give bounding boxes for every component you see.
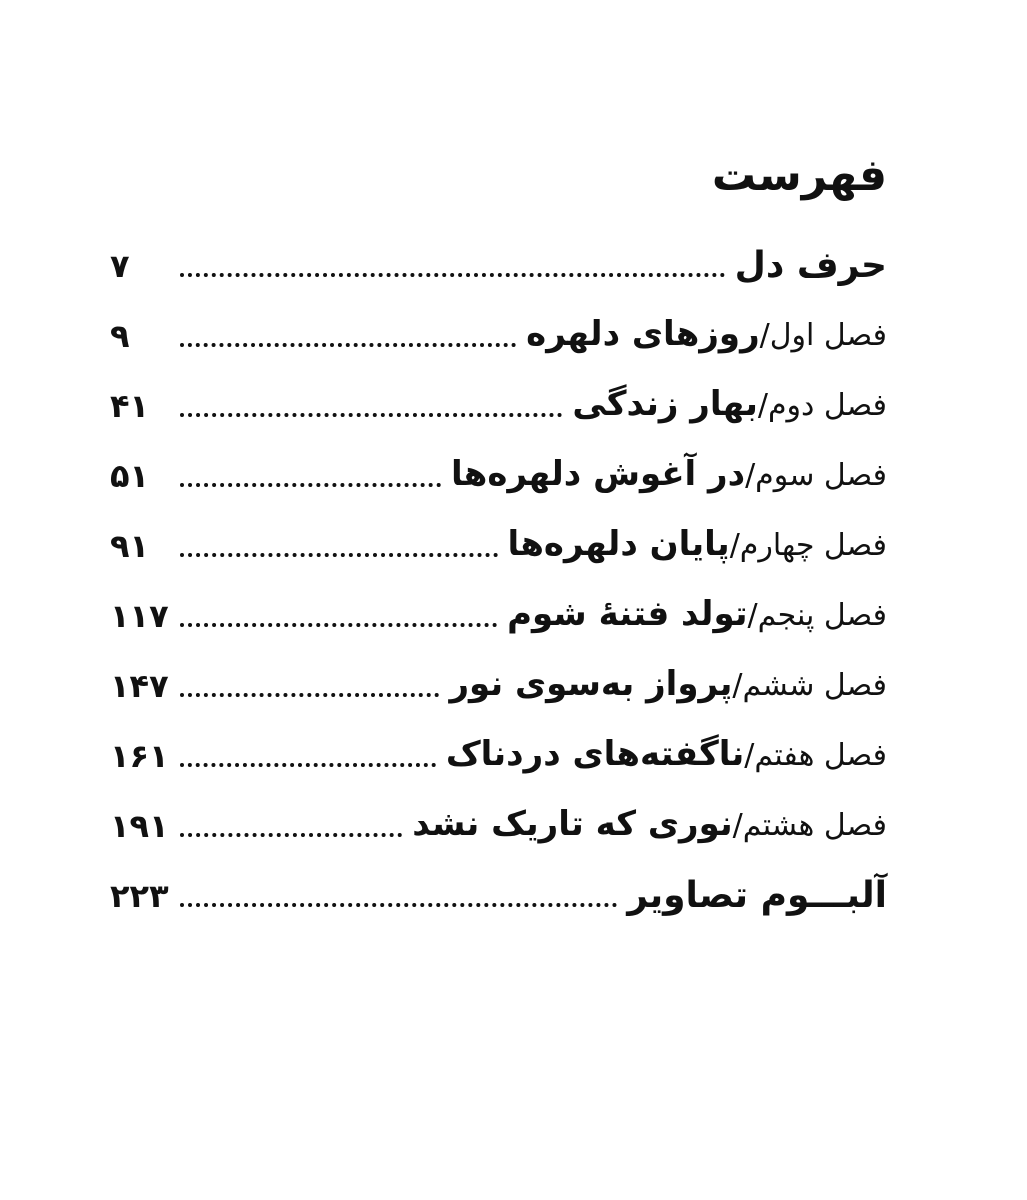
chapter-prefix: فصل سوم/ — [745, 458, 887, 493]
chapter-prefix: فصل پنجم/ — [747, 598, 887, 633]
page-number: ۹ — [110, 317, 130, 355]
dot-leader — [180, 762, 436, 767]
toc-entry-chapter-3 — [110, 426, 887, 496]
page-number: ۱۶۱ — [110, 737, 169, 775]
dot-leader — [180, 272, 725, 277]
chapter-name: در آغوش دلهره‌ها — [451, 454, 746, 494]
chapter-prefix: فصل هشتم/ — [732, 808, 887, 843]
dot-leader — [180, 412, 562, 417]
dot-leader — [180, 692, 439, 697]
page-number: ۱۴۷ — [110, 667, 169, 705]
entry-title — [572, 384, 887, 426]
toc-entry-chapter-7 — [110, 706, 887, 776]
chapter-name: روزهای دلهره — [526, 314, 760, 354]
chapter-prefix: فصل ششم/ — [732, 668, 887, 703]
dot-leader — [180, 482, 441, 487]
page-number: ۱۱۷ — [110, 597, 169, 635]
dot-leader — [180, 342, 516, 347]
page-number: ۹۱ — [110, 527, 150, 565]
toc-entry-chapter-1 — [110, 286, 887, 356]
dot-leader — [180, 552, 498, 557]
entry-title — [451, 454, 887, 496]
entry-title — [526, 314, 887, 356]
page-number: ۵۱ — [110, 457, 150, 495]
entry-title — [507, 594, 887, 636]
entry-title — [412, 804, 887, 846]
chapter-name: ناگفته‌های دردناک — [445, 734, 745, 774]
chapter-prefix: فصل دوم/ — [757, 388, 887, 423]
page-number: ۷ — [110, 247, 130, 285]
chapter-prefix: فصل هفتم/ — [744, 738, 887, 773]
toc-entry-chapter-4 — [110, 496, 887, 566]
page-number: ۱۹۱ — [110, 807, 169, 845]
chapter-prefix: فصل چهارم/ — [729, 528, 887, 563]
chapter-name: پایان دلهره‌ها — [507, 524, 730, 564]
toc-title: فهرست — [711, 150, 887, 201]
dot-leader — [180, 622, 497, 627]
entry-title: آلبـــوم تصاویر — [627, 875, 887, 916]
toc-entry-preface — [110, 228, 887, 286]
dot-leader — [180, 832, 402, 837]
entry-title — [508, 524, 887, 566]
toc-entry-chapter-6 — [110, 636, 887, 706]
page-number: ۲۲۳ — [110, 877, 169, 915]
page-number: ۴۱ — [110, 387, 150, 425]
entry-title — [446, 734, 887, 776]
toc-entry-chapter-5 — [110, 566, 887, 636]
chapter-name: بهار زندگی — [572, 384, 758, 424]
entry-title: حرف دل — [734, 245, 887, 286]
toc-entry-album — [110, 846, 887, 916]
entry-title — [449, 664, 887, 706]
chapter-name: پرواز به‌سوی نور — [449, 664, 733, 704]
chapter-prefix: فصل اول/ — [759, 318, 887, 353]
dot-leader — [180, 902, 617, 907]
chapter-name: نوری که تاریک نشد — [412, 804, 733, 844]
toc-entry-chapter-8 — [110, 776, 887, 846]
chapter-name: تولد فتنۀ شوم — [507, 594, 748, 634]
table-of-contents — [110, 228, 887, 916]
toc-entry-chapter-2 — [110, 356, 887, 426]
